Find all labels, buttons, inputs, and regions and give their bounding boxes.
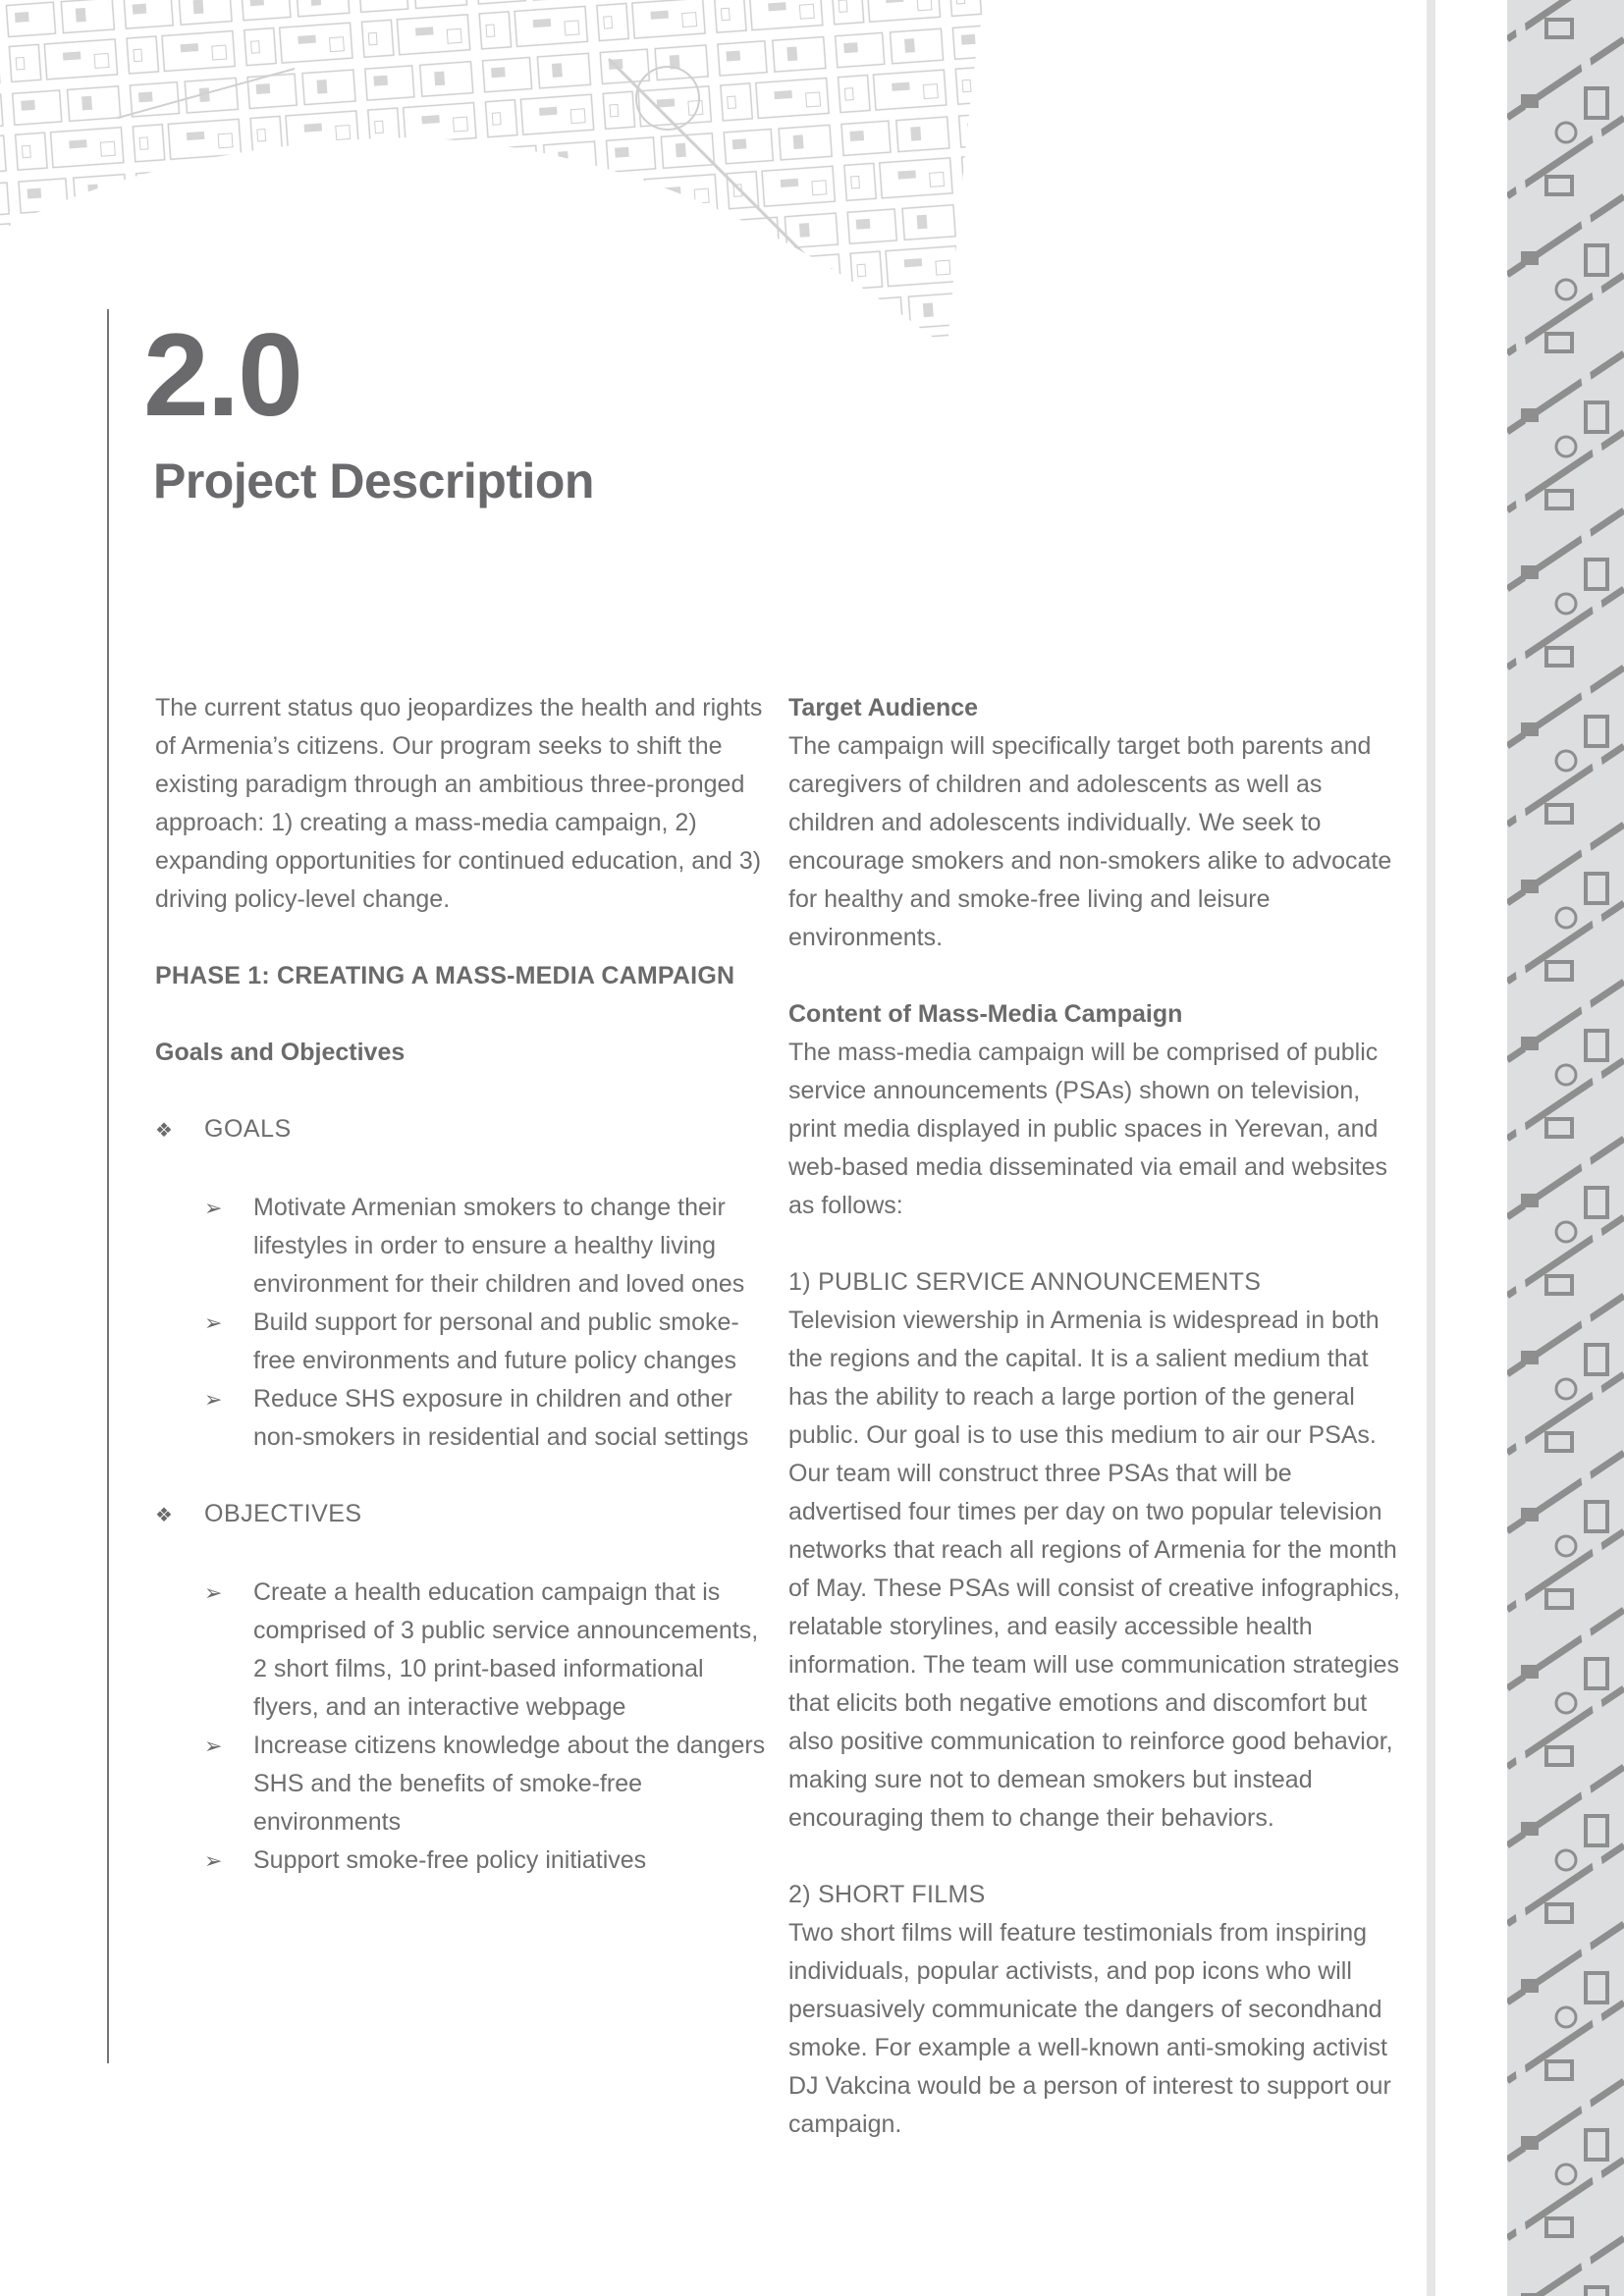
arrow-bullet-icon: ➢: [204, 1310, 223, 1335]
psa-body: Television viewership in Armenia is widespread in both the regions and the capital. It is a salient medium that has the ability to reach a large portion of the general public. Our goal is to use this medium to air our PSAs. Our team will construct three PSAs that will be advertised four times per day on two popular television networks that reach all regions of Armenia for the month of May. These PSAs will consist of creative infographics, relatable storylines, and easily accessible health information. The team will use communication strategies that elicits both negative emotions and discomfort but also positive communication to reinforce good behavior, making sure not to demean smokers but instead encouraging them to change their behaviors.: [788, 1307, 1400, 1832]
goals-objectives-heading: Goals and Objectives: [155, 1039, 406, 1066]
arrow-bullet-icon: ➢: [204, 1580, 223, 1605]
objective-item-text: Create a health education campaign that is comprised of 3 public service announcements, 2 short films, 10 print-based informational flyers, and an interactive webpage: [253, 1578, 759, 1721]
objective-item-text: Increase citizens knowledge about the dangers SHS and the benefits of smoke-free environments: [253, 1732, 766, 1836]
section-number: 2.0: [143, 309, 301, 441]
goal-item: [204, 1189, 774, 1304]
section-vertical-rule: [107, 309, 109, 2063]
goal-item: [204, 1304, 774, 1380]
arrow-bullet-icon: ➢: [204, 1848, 223, 1873]
objectives-label: OBJECTIVES: [204, 1500, 362, 1527]
psa-heading: 1) PUBLIC SERVICE ANNOUNCEMENTS: [788, 1268, 1262, 1296]
goal-item-text: Motivate Armenian smokers to change their lifestyles in order to ensure a healthy living environment for their children and loved ones: [253, 1194, 745, 1298]
arrow-bullet-icon: ➢: [204, 1196, 223, 1220]
short-films-heading: 2) SHORT FILMS: [788, 1881, 986, 1908]
target-audience-body: The campaign will specifically target both parents and caregivers of children and adolescents as well as children and adolescents individually. We seek to encourage smokers and non-smokers alike to advocate for healthy and smoke-free living and leisure environments.: [788, 732, 1392, 951]
section-title: Project Description: [153, 454, 594, 508]
intro-paragraph: The current status quo jeopardizes the health and rights of Armenia’s citizens. Our program seeks to shift the existing paradigm through an ambitious three-pronged approach: 1) creating a mass-media campaign, 2) expanding opportunities for continued education, and 3) driving policy-level change.: [155, 694, 763, 913]
goal-item: [204, 1380, 774, 1457]
objective-item: [204, 1574, 774, 1727]
goals-label: GOALS: [204, 1115, 292, 1143]
city-map-side-strip: [1507, 0, 1624, 2296]
objective-item: [204, 1842, 774, 1880]
left-column: [155, 689, 774, 1880]
phase-heading: PHASE 1: CREATING A MASS-MEDIA CAMPAIGN: [155, 962, 735, 989]
objectives-bullet: [155, 1495, 774, 1535]
city-map-icon: [1507, 0, 1624, 2296]
goals-bullet: [155, 1110, 774, 1150]
diamond-bullet-icon: ❖: [155, 1505, 173, 1526]
arrow-bullet-icon: ➢: [204, 1387, 223, 1412]
arrow-bullet-icon: ➢: [204, 1734, 223, 1758]
goal-item-text: Reduce SHS exposure in children and other non-smokers in residential and social settings: [253, 1385, 749, 1451]
right-column: [788, 689, 1407, 2144]
objective-item: [204, 1727, 774, 1842]
objective-item-text: Support smoke-free policy initiatives: [253, 1846, 647, 1874]
content-heading: Content of Mass-Media Campaign: [788, 1000, 1183, 1028]
goal-item-text: Build support for personal and public smoke-free environments and future policy changes: [253, 1308, 739, 1374]
diamond-bullet-icon: ❖: [155, 1120, 173, 1142]
short-films-body: Two short films will feature testimonials from inspiring individuals, popular activists, and pop icons who will persuasively communicate the dangers of secondhand smoke. For example a well-known anti-smoking activist DJ Vakcina would be a person of interest to support our campaign.: [788, 1919, 1391, 2138]
page-edge-stripe: [1427, 0, 1435, 2296]
content-body: The mass-media campaign will be comprised of public service announcements (PSAs) shown on television, print media displayed in public spaces in Yerevan, and web-based media disseminated via email and websites as follows:: [788, 1039, 1388, 1219]
target-audience-heading: Target Audience: [788, 694, 979, 721]
